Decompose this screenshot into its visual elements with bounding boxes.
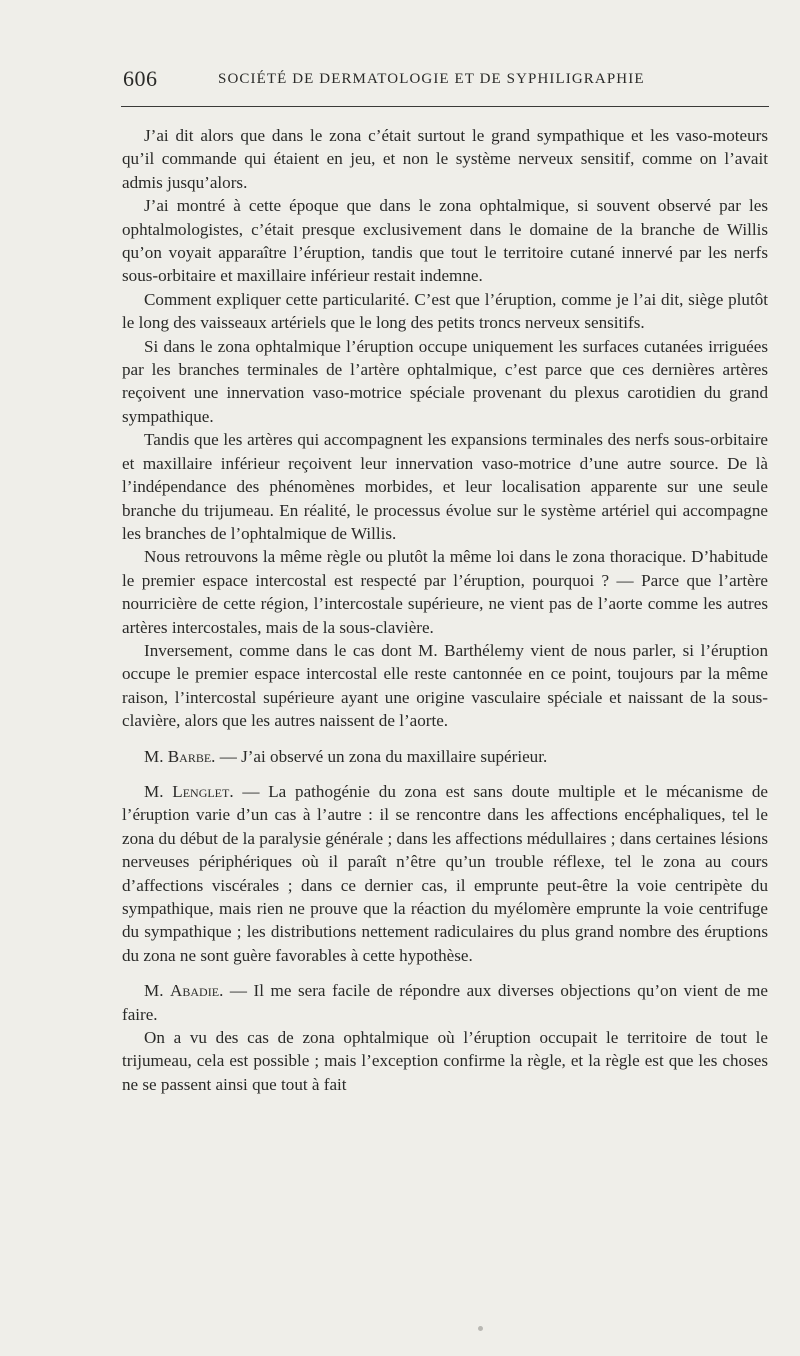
paragraph: J’ai dit alors que dans le zona c’était surtout le grand sympathique et les vaso-moteurs qu’il commande qui étaient en jeu, et non le système nerveux sensitif, comme on l’avait admis jusqu’alors. <box>122 126 768 192</box>
paragraph: Nous retrouvons la même règle ou plutôt la même loi dans le zona thoracique. D’habitude le premier espace intercostal est respecté par l’éruption, pourquoi ? — Parce que l’artère nourricière de cette région, l’intercostale supérieure, ne vient pas de l’aorte comme les autres artères intercostales, mais de la sous-clavière. <box>122 547 768 637</box>
intervention-text: . — La pathogénie du zona est sans doute multiple et le mécanisme de l’éruption varie d’un cas à l’autre : il se rencontre dans les affections encéphaliques, tel le zona du début de la paralysie générale ; dans les affections médullaires ; dans certaines lésions nerveuses périphériques où il paraît n’être qu’un trouble réflexe, tel le zona au cours d’affections viscérales ; dans ce dernier cas, il emprunte peut-être la voie centripète du sympathique, mais rien ne prouve que la réaction du myélomère emprunte la voie centrifuge du sympathique ; les distributions nettement radiculaires du plus grand nombre des éruptions du zona ne sont guère favorables à cette hypothèse. <box>122 781 768 965</box>
paragraph: Comment expliquer cette particularité. C’est que l’éruption, comme je l’ai dit, siège plutôt le long des vaisseaux artériels que le long des petits troncs nerveux sensitifs. <box>122 289 768 333</box>
intervention-barbe <box>122 745 768 768</box>
page-header <box>121 62 769 96</box>
speaker-prefix: M. <box>144 981 164 1001</box>
speaker-prefix: M. <box>144 746 164 766</box>
speaker-name: Barbe <box>167 746 212 766</box>
speaker-name: Lenglet <box>172 781 230 801</box>
body-text <box>122 124 768 1096</box>
paper-speck <box>478 1326 483 1331</box>
speaker-name: Abadie <box>170 981 220 1001</box>
running-title: SOCIÉTÉ DE DERMATOLOGIE ET DE SYPHILIGRAPHIE <box>218 71 645 87</box>
paragraph: Tandis que les artères qui accompagnent les expansions terminales des nerfs sous-orbitaire et maxillaire inférieur reçoivent leur innervation vaso-motrice d’une autre source. De là l’indépendance des phénomènes morbides, et leur localisation apparente sur une seule branche du trijumeau. En réalité, le processus évolue sur le système artériel qui accompagne les branches de l’ophtalmique de Willis. <box>122 430 768 543</box>
intervention-text: . — Il me sera facile de répondre aux diverses objections qu’on vient de me faire. <box>122 981 768 1024</box>
paragraph: J’ai montré à cette époque que dans le zona ophtalmique, si souvent observé par les ophtalmologistes, c’était presque exclusivement dans le domaine de la branche de Willis qu’on voyait apparaître l’éruption, tandis que tout le territoire cutané innervé par les nerfs sous-orbitaire et maxillaire inférieur restait indemne. <box>122 196 768 286</box>
paragraph: Inversement, comme dans le cas dont M. Barthélemy vient de nous parler, si l’éruption occupe le premier espace intercostal elle reste cantonnée en ce point, toujours par la même raison, l’intercostal supérieure ayant une origine vasculaire spéciale et naissant de la sous-clavière, alors que les autres naissent de l’aorte. <box>122 640 768 731</box>
intervention-text: . — J’ai observé un zona du maxillaire supérieur. <box>211 746 548 766</box>
paragraph: Si dans le zona ophtalmique l’éruption occupe uniquement les surfaces cutanées irriguées par les branches terminales de l’artère ophtalmique, c’est parce que ces dernières artères reçoivent une innervation vaso-motrice spéciale provenant du plexus carotidien du grand sympathique. <box>122 336 768 426</box>
intervention-abadie <box>122 979 768 1026</box>
intervention-lenglet <box>122 780 768 967</box>
paragraph: On a vu des cas de zona ophtalmique où l’éruption occupait le territoire de tout le trijumeau, cela est possible ; mais l’exception confirme la règle, et la règle est que les choses ne se passent ainsi que tout à fait <box>122 1028 768 1094</box>
header-rule <box>121 106 769 107</box>
speaker-prefix: M. <box>144 781 164 801</box>
page-number: 606 <box>123 66 158 91</box>
